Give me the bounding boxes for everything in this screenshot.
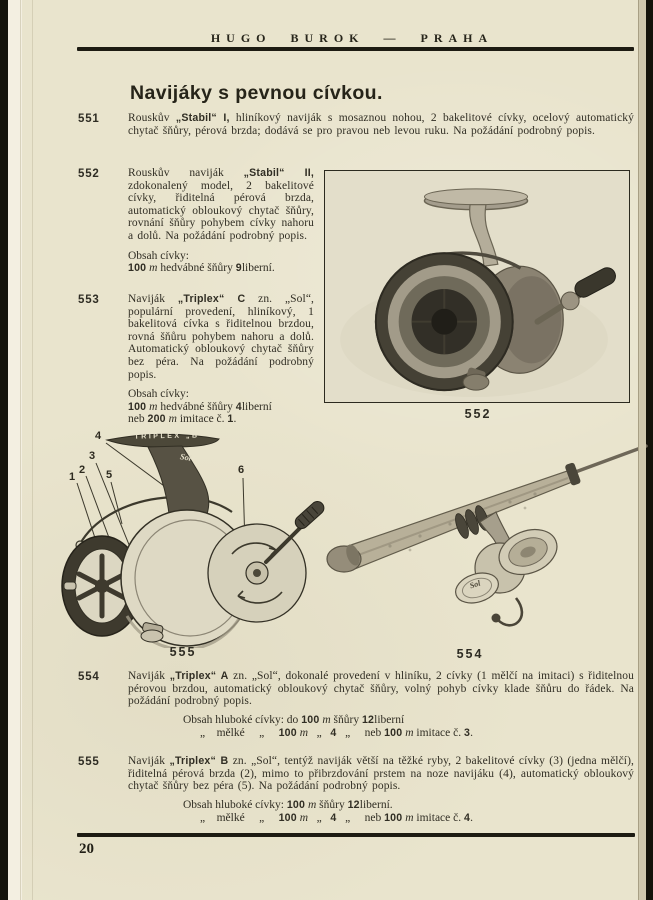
item-number: 553 <box>78 294 100 306</box>
figure-caption-555: 555 <box>169 645 197 659</box>
reel-555-diagram <box>52 426 344 648</box>
capacity-table <box>183 799 634 825</box>
capacity-line: „ mělké „ 100 m „ 4 „ neb 100 m imitace č. 3. <box>200 726 473 739</box>
item-description: Naviják „Triplex“ B zn. „Sol“, tentýž naviják větší na těžké ryby, 2 bakelitové cívky (3) (jedna mělčí), řiditelná pérová brzda (2), mimo to přibrzdování prstem na noze navijáku (4), automatický obloukový chytač šňůry bez péra (5). Na požádání podrobný popis. <box>128 755 634 793</box>
capacity-line: „ mělké „ 100 m „ 4 „ neb 100 m imitace č. 4. <box>200 811 473 824</box>
capacity-label: Obsah cívky: <box>128 249 190 262</box>
capacity-table <box>183 714 634 740</box>
footer-rule <box>77 833 635 837</box>
figure-caption-554: 554 <box>456 647 484 661</box>
callout-2: 2 <box>79 464 86 476</box>
callout-4: 4 <box>95 430 102 442</box>
catalog-item-552 <box>78 167 314 275</box>
callout-3: 3 <box>89 450 96 462</box>
item-number: 555 <box>78 756 100 768</box>
running-header: HUGO BUROK — PRAHA <box>210 31 494 45</box>
reel-555-diagram-art <box>52 426 344 648</box>
item-description: Naviják „Triplex“ A zn. „Sol“, dokonalé provedení v hliníku, 2 cívky (1 mělčí na imitaci) s řiditelnou pérovou brzdou, automatický obloukový chytač šňůry, volný pohyb cívky klade šňůru do řádek. Na požádání podrobný popis. <box>128 670 634 708</box>
reel-brand-engraving: Sol <box>179 451 193 463</box>
catalog-item-554 <box>78 670 634 740</box>
catalog-item-555 <box>78 755 634 825</box>
capacity-line: 100 m hedvábné šňůry 4liberní <box>128 400 272 413</box>
item-description: Naviják „Triplex“ C zn. „Sol“, populární provedení, hliníkový, 1 bakelitová cívka s řiditelnou brzdou, rovná šňůru pohybem nahoru a dolů. Automatický obloukový chytač šňůry bez péra. Na požádání podrobný popis. <box>128 293 314 381</box>
callout-1: 1 <box>69 471 76 483</box>
page-number: 20 <box>79 841 94 857</box>
catalog-page <box>22 0 646 900</box>
capacity-line: Obsah hluboké cívky: 100 m šňůry 12liberní. <box>183 798 393 811</box>
catalog-item-551 <box>78 112 634 137</box>
rod-554-art <box>320 418 652 650</box>
rod-reel-brand: Sol <box>468 578 482 591</box>
book-page-edge <box>8 0 22 900</box>
figure-caption-552: 552 <box>464 407 492 421</box>
item-description: Rouskův „Stabil“ I, hliníkový naviják s mosaznou nohou, 2 bakelitové cívky, ocelový automatický chytač šňůry, pérová brzda; dodává se pro pravou neb levou ruku. Na požádání podrobný popis. <box>128 112 634 137</box>
capacity-label: Obsah cívky: <box>128 388 190 401</box>
callout-6: 6 <box>238 464 245 476</box>
header-rule <box>77 47 634 51</box>
item-number: 551 <box>78 113 100 125</box>
item-number: 554 <box>78 671 100 683</box>
page-title: Navijáky s pevnou cívkou. <box>130 82 383 104</box>
capacity-line: Obsah hluboké cívky: do 100 m šňůry 12liberní <box>183 713 405 726</box>
item-description: Rouskův naviják „Stabil“ II, zdokonalený model, 2 bakelitové cívky, řiditelná pérová brzda, automatický obloukový chytač šňůry, rovnání šňůry pohybem cívky nahoru a dolů. Na požádání podrobný popis. <box>128 167 314 242</box>
capacity-line: 100 m hedvábné šňůry 9liberní. <box>128 262 275 275</box>
reel-552-photo-art <box>325 171 629 402</box>
callout-5: 5 <box>106 469 113 481</box>
page-right-edge <box>638 0 646 900</box>
reel-foot-engraving: TRIPLEX „B“ <box>134 432 206 441</box>
catalog-item-553 <box>78 293 314 426</box>
item-number: 552 <box>78 168 100 180</box>
capacity-line: neb 200 m imitace č. 1. <box>128 413 237 426</box>
rod-with-reel-554 <box>320 418 652 650</box>
reel-552-photo <box>324 170 630 403</box>
